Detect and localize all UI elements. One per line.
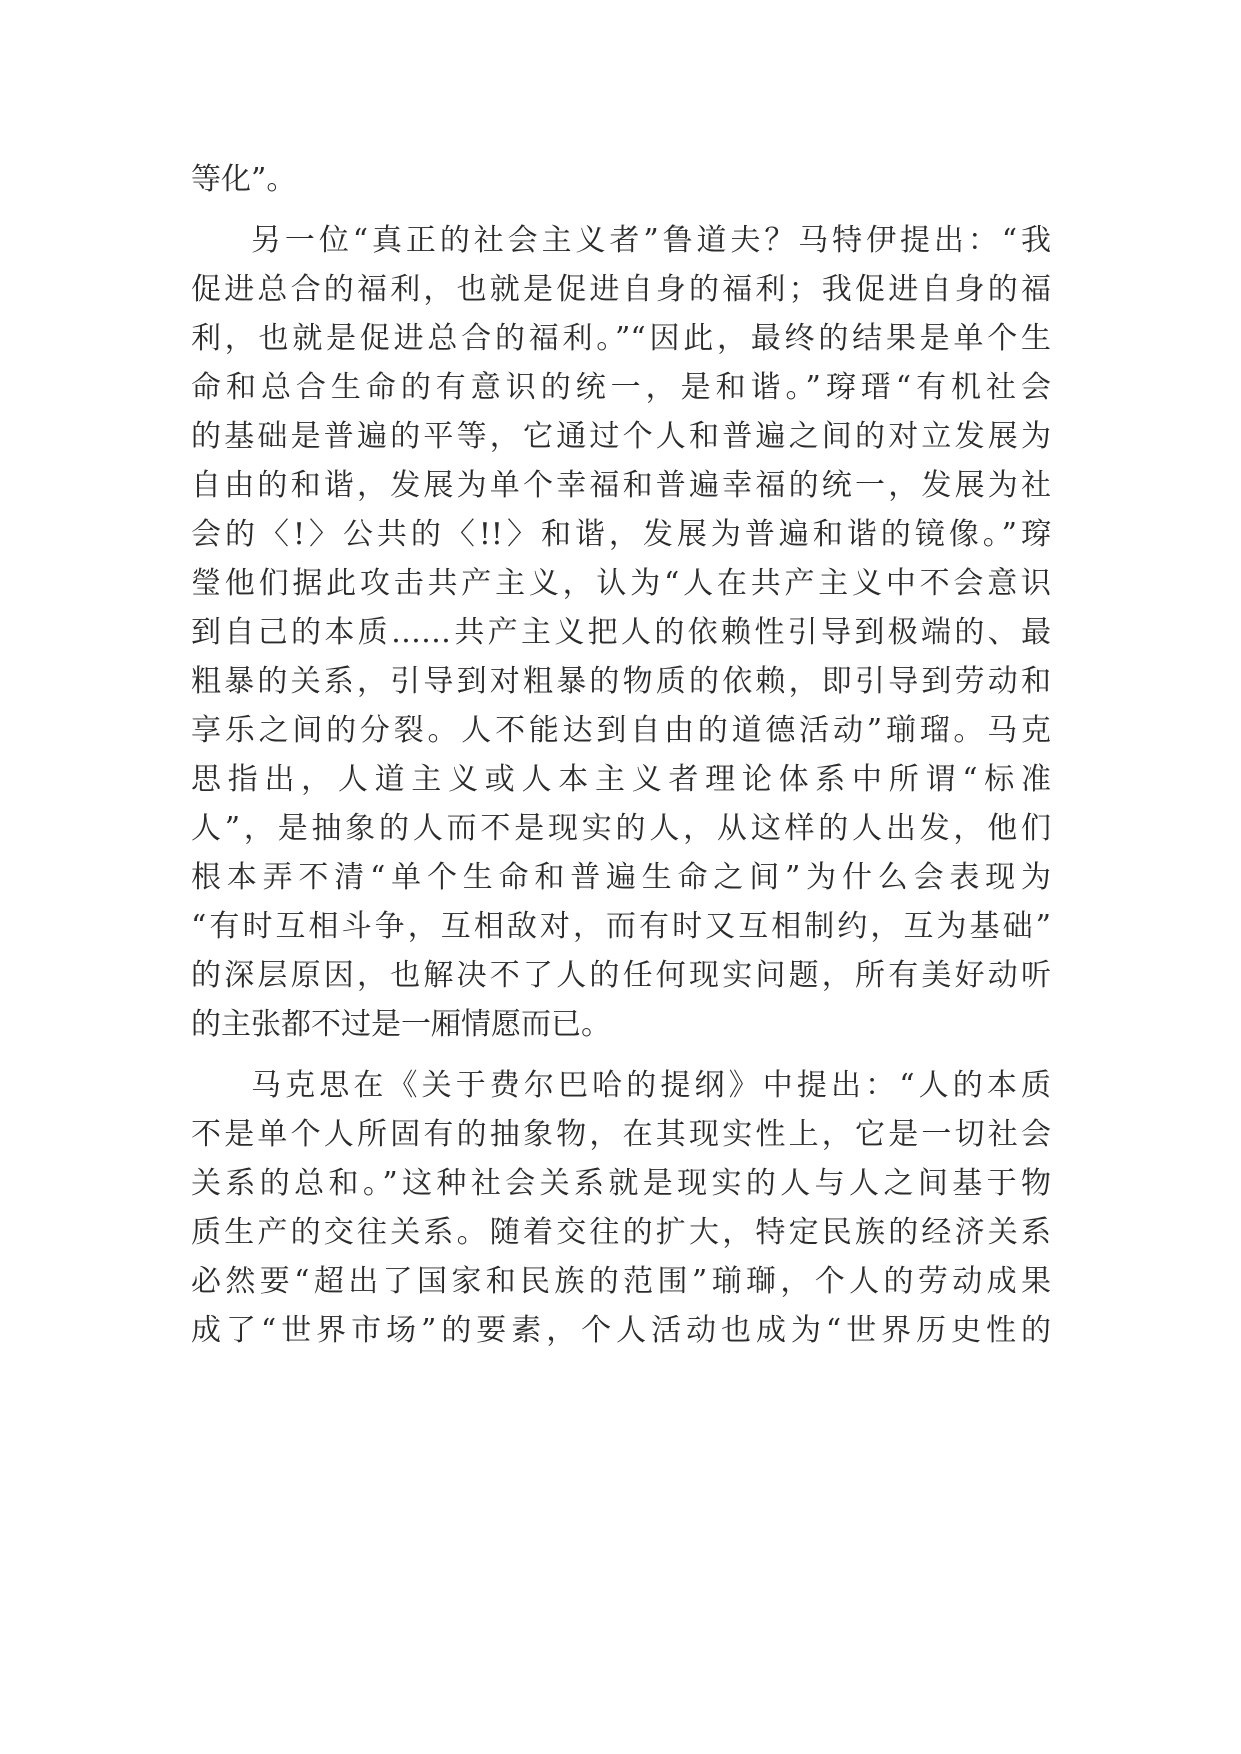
text-line: 等化”。 — [191, 162, 297, 197]
text-line: 质生产的交往关系。随着交往的扩大，特定民族的经济关系 — [191, 1215, 1051, 1250]
text-line: “有时互相斗争，互相敌对，而有时又互相制约，互为基础” — [191, 909, 1051, 944]
text-line: 关系的总和。”这种社会关系就是现实的人与人之间基于物 — [191, 1166, 1051, 1201]
text-line: 的主张都不过是一厢情愿而已。 — [191, 1007, 611, 1042]
text-line: 成了“世界市场”的要素，个人活动也成为“世界历史性的 — [191, 1313, 1051, 1348]
text-line: 根本弄不清“单个生命和普遍生命之间”为什么会表现为 — [191, 860, 1051, 895]
text-line: 自由的和谐，发展为单个幸福和普遍幸福的统一，发展为社 — [191, 468, 1051, 503]
text-line: 的基础是普遍的平等，它通过个人和普遍之间的对立发展为 — [191, 419, 1051, 454]
text-line: 马克思在《关于费尔巴哈的提纲》中提出：“人的本质 — [251, 1068, 1051, 1103]
text-line: 命和总合生命的有意识的统一，是和谐。”瑏瑨“有机社会 — [191, 370, 1051, 405]
text-line: 粗暴的关系，引导到对粗暴的物质的依赖，即引导到劳动和 — [191, 664, 1051, 699]
text-line: 另一位“真正的社会主义者”鲁道夫？马特伊提出：“我 — [251, 223, 1051, 258]
text-line: 促进总合的福利，也就是促进自身的福利；我促进自身的福 — [191, 272, 1051, 307]
text-line: 到自己的本质……共产主义把人的依赖性引导到极端的、最 — [191, 615, 1051, 650]
text-line: 享乐之间的分裂。人不能达到自由的道德活动”瑐瑠。马克 — [191, 713, 1051, 748]
text-line: 瑩他们据此攻击共产主义，认为“人在共产主义中不会意识 — [191, 566, 1051, 601]
body-text — [191, 155, 1051, 1355]
text-line: 利，也就是促进总合的福利。”“因此，最终的结果是单个生 — [191, 321, 1051, 356]
text-line: 必然要“超出了国家和民族的范围”瑐瑡，个人的劳动成果 — [191, 1264, 1051, 1299]
paragraph-gap — [191, 204, 1051, 216]
text-line: 人”，是抽象的人而不是现实的人，从这样的人出发，他们 — [191, 811, 1051, 846]
text-line: 会的〈!〉公共的〈!!〉和谐，发展为普遍和谐的镜像。”瑏 — [191, 517, 1051, 552]
text-line: 不是单个人所固有的抽象物，在其现实性上，它是一切社会 — [191, 1117, 1051, 1152]
text-line: 的深层原因，也解决不了人的任何现实问题，所有美好动听 — [191, 958, 1051, 993]
paragraph-gap — [191, 1049, 1051, 1061]
text-line: 思指出，人道主义或人本主义者理论体系中所谓“标准 — [191, 762, 1051, 797]
